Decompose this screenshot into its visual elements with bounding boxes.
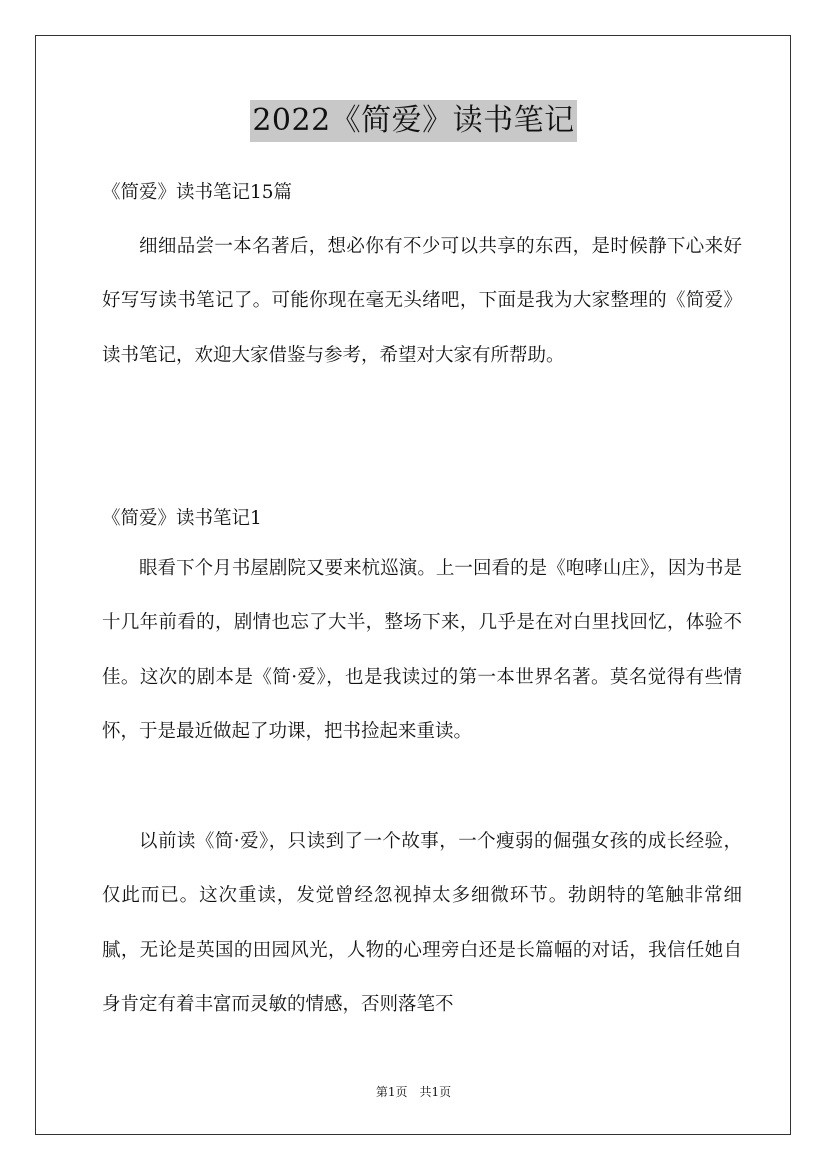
document-title: 2022《简爱》读书笔记	[250, 100, 576, 142]
body-paragraph: 以前读《简·爱》，只读到了一个故事，一个瘦弱的倔强女孩的成长经验，仅此而已。这次重读，发觉曾经忽视掉太多细微环节。勃朗特的笔触非常细腻，无论是英国的田园风光，人物的心理旁白还是长篇幅的对话，我信任她自身肯定有着丰富而灵敏的情感，否则落笔不	[102, 831, 742, 1016]
intro-paragraph: 细细品尝一本名著后，想必你有不少可以共享的东西，是时候静下心来好好写写读书笔记了。可能你现在毫无头绪吧，下面是我为大家整理的《简爱》读书笔记，欢迎大家借鉴与参考，希望对大家有所帮助。	[102, 236, 742, 366]
page-footer: 第1页 共1页	[375, 1085, 452, 1099]
section-heading: 《简爱》读书笔记1	[102, 508, 262, 529]
title-container	[0, 100, 827, 142]
document-subtitle: 《简爱》读书笔记15篇	[102, 182, 293, 203]
body-paragraph: 眼看下个月书屋剧院又要来杭巡演。上一回看的是《咆哮山庄》，因为书是十几年前看的，剧情也忘了大半，整场下来，几乎是在对白里找回忆，体验不佳。这次的剧本是《简·爱》，也是我读过的第一本世界名著。莫名觉得有些情怀，于是最近做起了功课，把书捡起来重读。	[102, 558, 742, 743]
